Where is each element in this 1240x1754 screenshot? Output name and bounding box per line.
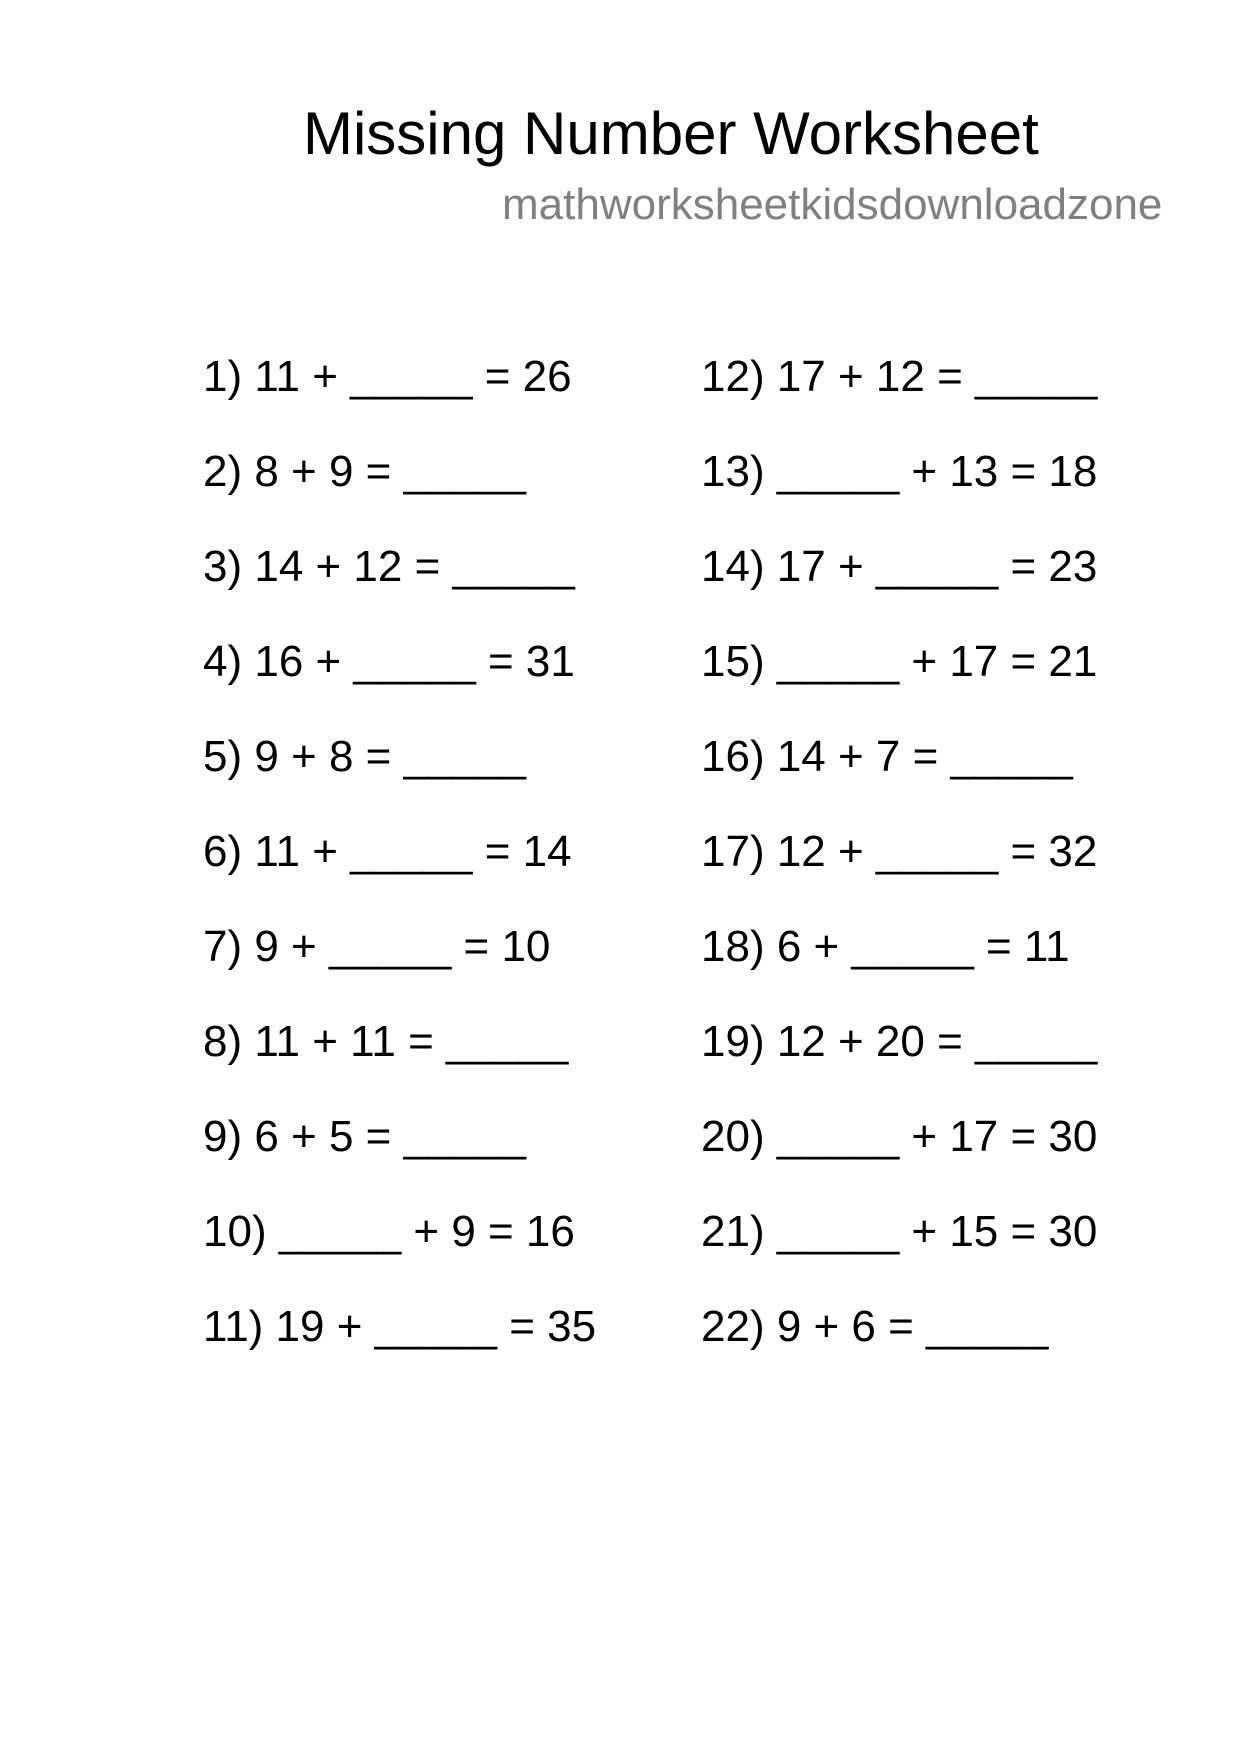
worksheet-title: Missing Number Worksheet [303, 100, 1039, 167]
problem-18: 18) 6 + _____ = 11 [701, 922, 1070, 971]
problem-22: 22) 9 + 6 = _____ [701, 1302, 1049, 1351]
problem-5: 5) 9 + 8 = _____ [203, 732, 526, 781]
problem-19: 19) 12 + 20 = _____ [701, 1017, 1098, 1066]
problem-11: 11) 19 + _____ = 35 [203, 1302, 597, 1351]
problem-10: 10) _____ + 9 = 16 [203, 1207, 575, 1256]
problem-20: 20) _____ + 17 = 30 [701, 1112, 1098, 1161]
problem-9: 9) 6 + 5 = _____ [203, 1112, 526, 1161]
problem-13: 13) _____ + 13 = 18 [701, 447, 1098, 496]
problem-8: 8) 11 + 11 = _____ [203, 1017, 569, 1066]
problem-7: 7) 9 + _____ = 10 [203, 922, 551, 971]
problem-2: 2) 8 + 9 = _____ [203, 447, 526, 496]
problem-column-right [701, 329, 1097, 1374]
problem-12: 12) 17 + 12 = _____ [701, 352, 1098, 401]
problem-16: 16) 14 + 7 = _____ [701, 732, 1073, 781]
problem-1: 1) 11 + _____ = 26 [203, 352, 572, 401]
problem-column-left [203, 329, 596, 1374]
problem-3: 3) 14 + 12 = _____ [203, 542, 575, 591]
problem-15: 15) _____ + 17 = 21 [701, 637, 1098, 686]
problem-14: 14) 17 + _____ = 23 [701, 542, 1098, 591]
problem-17: 17) 12 + _____ = 32 [701, 827, 1098, 876]
problem-21: 21) _____ + 15 = 30 [701, 1207, 1098, 1256]
worksheet-source-watermark: mathworksheetkidsdownloadzone [502, 180, 1163, 229]
problem-4: 4) 16 + _____ = 31 [203, 637, 575, 686]
problem-6: 6) 11 + _____ = 14 [203, 827, 572, 876]
